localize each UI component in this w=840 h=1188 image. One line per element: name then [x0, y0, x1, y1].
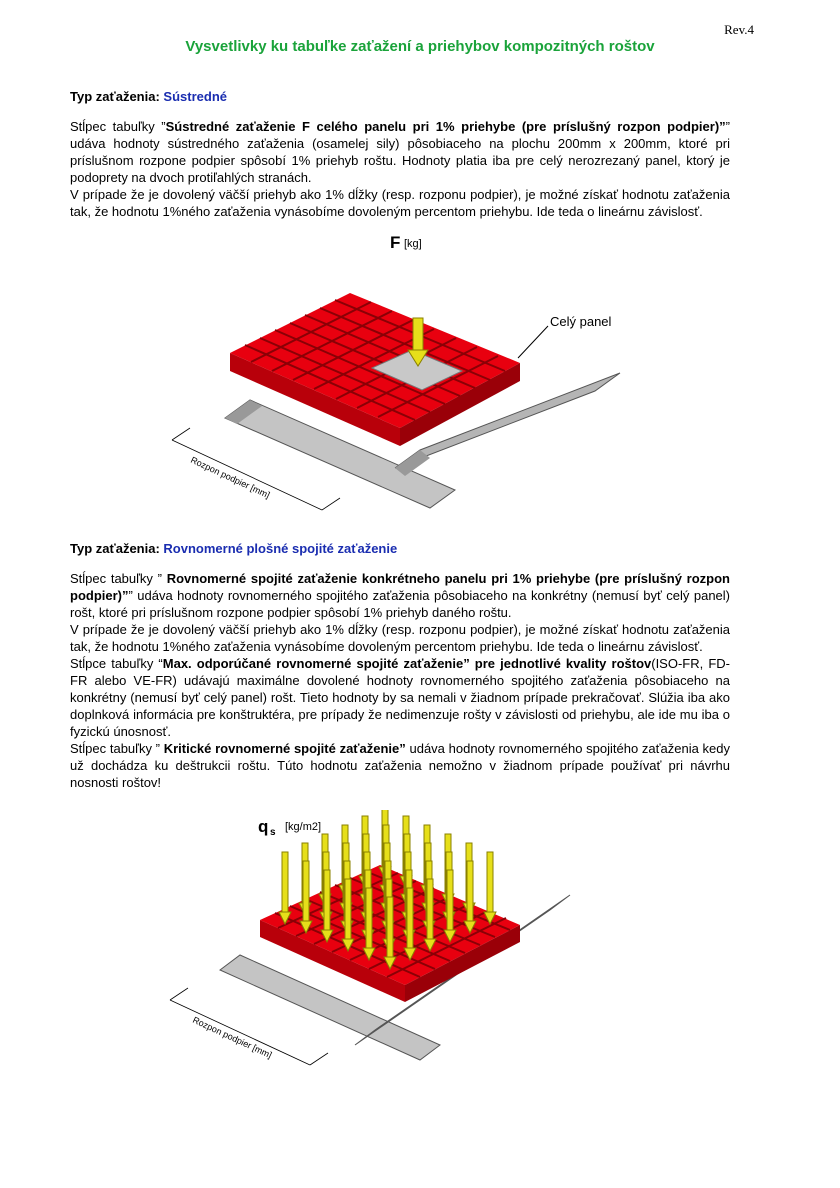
- section-uniform: [70, 540, 730, 791]
- revision-label: Rev.4: [724, 22, 754, 37]
- load-symbol: q: [258, 817, 269, 836]
- force-unit: [kg]: [404, 238, 422, 250]
- paragraph: Stĺpec tabuľky ” Rovnomerné spojité zaťaženie konkrétneho panelu pri 1% priehybe (pre príslušný rozpon podpier)”” udáva hodnoty rovnomerného spojitého zaťaženia pôsobiaceho na konkrétny (nemusí byť celý panel) rošt, ktoré pri príslušnom rozpone podpier spôsobí 1% priehyb daného roštu.: [70, 571, 731, 620]
- load-unit: [kg/m2]: [285, 821, 322, 833]
- paragraph: Stĺpec tabuľky ” Kritické rovnomerné spojité zaťaženie” udáva hodnoty rovnomerného spojitého zaťaženia kedy už dochádza ku deštrukcii roštu. Túto hodnotu zaťaženia nemožno v žiadnom prípade používať pri návrhu nosnosti roštov!: [70, 741, 730, 790]
- paragraph: Stĺpec tabuľky ”Sústredné zaťaženie F celého panelu pri 1% priehybe (pre príslušný rozpon podpier)”” udáva hodnoty sústredného zaťaženia (osamelej sily) pôsobiaceho na plochu 200mm x 200mm, ktoré pri príslušnom rozpone podpier spôsobí 1% priehyb roštu. Hodnoty platia iba pre celý nerozrezaný panel, ktorý je podoprety na dvoch protiľahlých stranách.: [70, 119, 730, 185]
- load-type-heading-2: Typ zaťaženia: Rovnomerné plošné spojité zaťaženie: [70, 541, 398, 556]
- panel-label: Celý panel: [550, 314, 612, 329]
- paragraph: V prípade že je dovolený väčší priehyb ako 1% dĺžky (resp. rozponu podpier), je možné získať hodnotu zaťaženia tak, že hodnotu 1%ného zaťaženia vynásobíme dovoleným percentom priehybu. Ide teda o lineárnu závislosť.: [70, 622, 730, 654]
- force-symbol: F: [390, 233, 401, 252]
- concentrated-load-figure: [150, 228, 670, 518]
- load-subscript: s: [270, 827, 276, 838]
- load-type-concentrated: Sústredné: [163, 89, 227, 104]
- paragraph: V prípade že je dovolený väčší priehyb ako 1% dĺžky (resp. rozponu podpier), je možné získať hodnotu zaťaženia tak, že hodnotu 1%ného zaťaženia vynásobíme dovoleným percentom priehybu. Ide teda o lineárnu závislosť.: [70, 187, 730, 219]
- page-title: Vysvetlivky ku tabuľke zaťažení a priehybov kompozitných roštov: [185, 38, 655, 55]
- span-label: Rozpon podpier [mm]: [191, 1014, 274, 1061]
- load-type-uniform: Rovnomerné plošné spojité zaťaženie: [163, 541, 398, 556]
- load-arrow-icon: [484, 852, 496, 924]
- load-arrow-icon: [279, 852, 291, 924]
- section-concentrated: [70, 88, 730, 220]
- uniform-load-figure: [150, 810, 610, 1080]
- paragraph: Stĺpce tabuľky “Max. odporúčané rovnomerné spojité zaťaženie” pre jednotlivé kvality roštov(ISO-FR, FD-FR alebo VE-FR) udávajú maximálne dovolené hodnoty rovnomerného spojitého zaťaženia pôsobiaceho na konkrétny (nemusí byť celý panel) rošt. Tieto hodnoty by sa nemali v žiadnom prípade prekračovať. Slúžia iba ako doplnková informácia pre konštruktéra, pre prípady že nedimenzuje rošty v závislosti od priehybu, ale ide mu iba o fyzickú únosnosť.: [70, 656, 730, 739]
- load-type-heading-1: Typ zaťaženia: Sústredné: [70, 89, 227, 104]
- span-label: Rozpon podpier [mm]: [189, 454, 272, 501]
